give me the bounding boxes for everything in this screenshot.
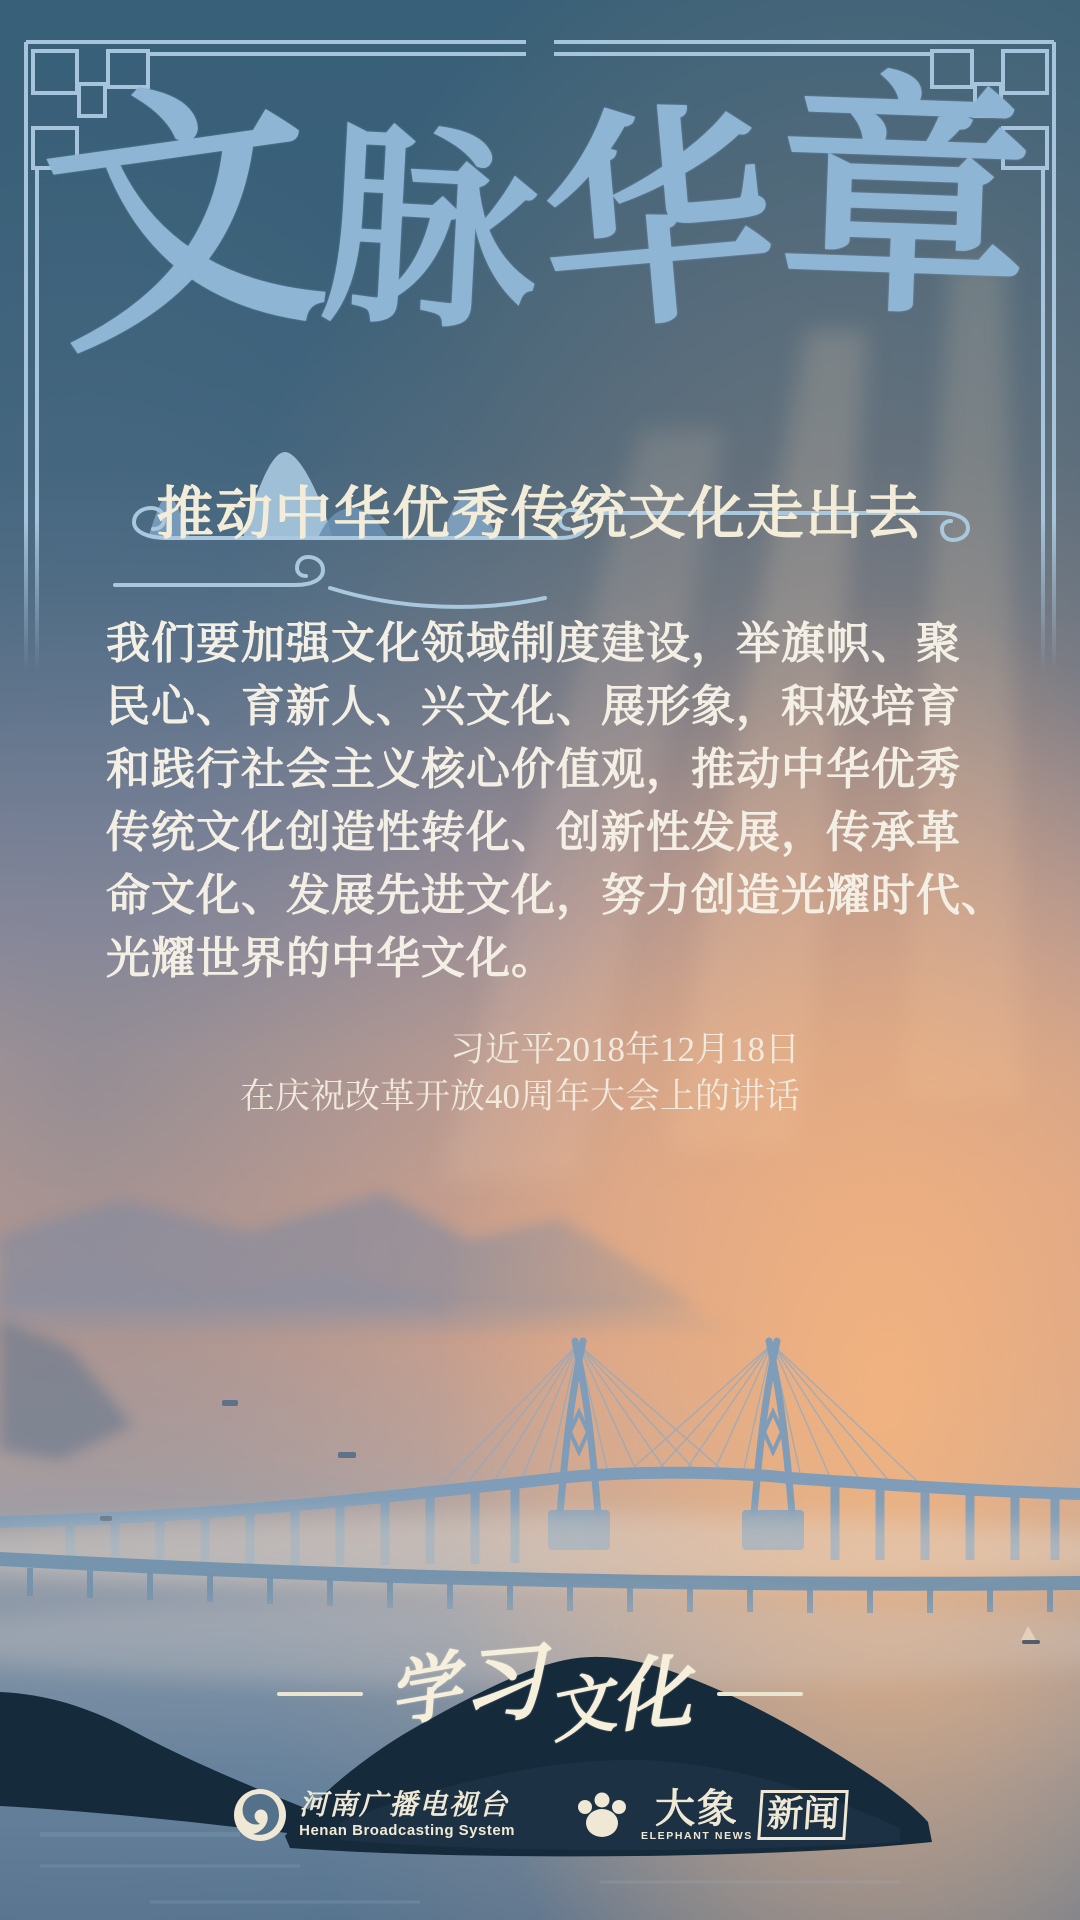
quote-line: 我们要加强文化领域制度建设，举旗帜、聚 — [106, 619, 961, 668]
attribution-occasion: 在庆祝改革开放40周年大会上的讲话 — [239, 1077, 800, 1116]
title-char: 华 — [531, 76, 785, 366]
title-char: 脉 — [316, 99, 544, 362]
elephant-news-logo — [575, 1788, 847, 1842]
henan-tv-swirl-circle-icon — [233, 1788, 287, 1842]
elephant-name-cn-part2: 新闻 — [757, 1790, 849, 1840]
brand-char: 习 — [455, 1630, 549, 1737]
henan-name-en: Henan Broadcasting System — [299, 1822, 516, 1839]
title-char: 文 — [28, 42, 338, 393]
title-char: 章 — [773, 47, 1037, 353]
brand-right-dash — [717, 1692, 803, 1696]
quote-line: 传统文化创造性转化、创新性发展，传承革 — [106, 808, 961, 857]
henan-broadcasting-logo — [233, 1788, 515, 1842]
quote-line: 命文化、发展先进文化，努力创造光耀时代、 — [106, 871, 1006, 920]
quote-paragraph — [106, 612, 1006, 990]
quote-line: 光耀世界的中华文化。 — [106, 934, 556, 983]
quote-line: 民心、育新人、兴文化、展形象，积极培育 — [106, 682, 961, 731]
quote-attribution — [240, 1026, 800, 1120]
brand-calligraphy — [381, 1630, 695, 1753]
brand-mark — [0, 1630, 1080, 1753]
attribution-speaker-date: 习近平2018年12月18日 — [449, 1030, 800, 1069]
publisher-logos — [0, 1788, 1080, 1842]
brand-char: 化 — [607, 1644, 695, 1744]
elephant-paw-print-icon — [575, 1790, 629, 1840]
elephant-name-en: ELEPHANT NEWS — [641, 1830, 753, 1842]
brand-char: 文 — [540, 1662, 622, 1753]
quote-line: 和践行社会主义核心价值观，推动中华优秀 — [106, 745, 961, 794]
brand-char: 学 — [381, 1641, 468, 1738]
brand-left-dash — [277, 1692, 363, 1696]
elephant-name-cn-part1: 大象 — [654, 1786, 739, 1832]
subtitle-text: 推动中华优秀传统文化走出去 — [156, 483, 924, 546]
henan-name-cn: 河南广播电视台 — [299, 1788, 510, 1821]
subtitle-band — [0, 420, 1080, 630]
